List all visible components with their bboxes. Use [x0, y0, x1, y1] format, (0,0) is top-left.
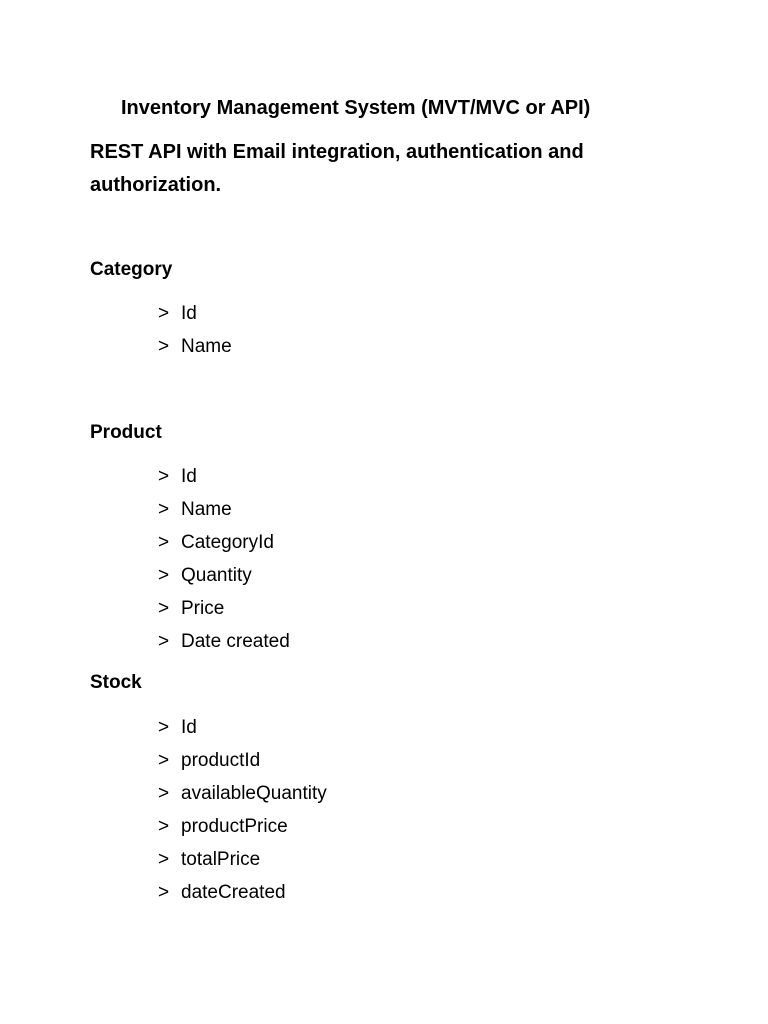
list-item	[158, 330, 232, 363]
field-label: CategoryId	[181, 532, 274, 553]
arrow-marker-icon: >	[158, 303, 170, 324]
arrow-marker-icon: >	[158, 631, 170, 652]
arrow-marker-icon: >	[158, 598, 170, 619]
product-field-list	[158, 460, 290, 658]
field-label: Id	[181, 303, 197, 324]
arrow-marker-icon: >	[158, 849, 170, 870]
list-item	[158, 810, 327, 843]
arrow-marker-icon: >	[158, 499, 170, 520]
field-label: Price	[181, 598, 225, 619]
field-label: Id	[181, 717, 197, 738]
list-item	[158, 460, 290, 493]
list-item	[158, 777, 327, 810]
field-label: Date created	[181, 631, 290, 652]
list-item	[158, 297, 232, 330]
list-item	[158, 843, 327, 876]
list-item	[158, 592, 290, 625]
document-title: Inventory Management System (MVT/MVC or API)	[121, 97, 591, 119]
field-label: Name	[181, 499, 232, 520]
field-label: availableQuantity	[181, 783, 327, 804]
arrow-marker-icon: >	[158, 466, 170, 487]
arrow-marker-icon: >	[158, 336, 170, 357]
field-label: productPrice	[181, 816, 288, 837]
stock-field-list	[158, 711, 327, 909]
arrow-marker-icon: >	[158, 882, 170, 903]
list-item	[158, 559, 290, 592]
list-item	[158, 625, 290, 658]
list-item	[158, 744, 327, 777]
field-label: Name	[181, 336, 232, 357]
list-item	[158, 526, 290, 559]
field-label: totalPrice	[181, 849, 261, 870]
arrow-marker-icon: >	[158, 750, 170, 771]
list-item	[158, 876, 327, 909]
field-label: dateCreated	[181, 882, 286, 903]
arrow-marker-icon: >	[158, 816, 170, 837]
field-label: Quantity	[181, 565, 252, 586]
arrow-marker-icon: >	[158, 565, 170, 586]
list-item	[158, 711, 327, 744]
arrow-marker-icon: >	[158, 783, 170, 804]
field-label: productId	[181, 750, 261, 771]
section-heading-category: Category	[90, 259, 173, 280]
list-item	[158, 493, 290, 526]
document-subtitle: REST API with Email integration, authentication and authorization.	[90, 141, 584, 196]
category-field-list	[158, 297, 232, 363]
field-label: Id	[181, 466, 197, 487]
arrow-marker-icon: >	[158, 717, 170, 738]
section-heading-product: Product	[90, 422, 162, 443]
section-heading-stock: Stock	[90, 672, 142, 693]
arrow-marker-icon: >	[158, 532, 170, 553]
